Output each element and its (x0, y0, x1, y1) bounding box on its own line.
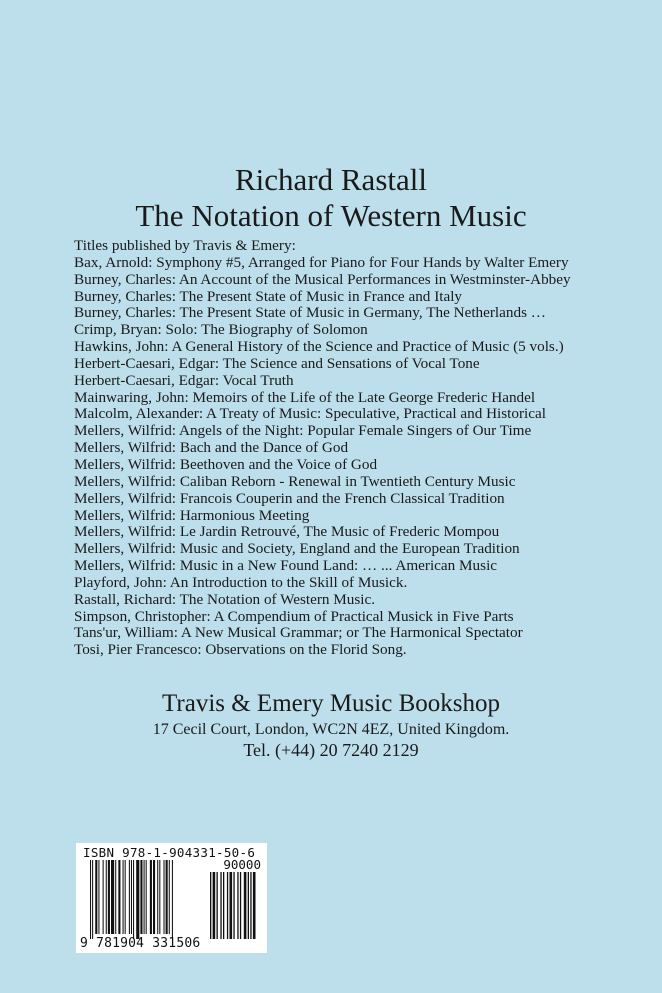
catalogue-item: Rastall, Richard: The Notation of Western Music. (74, 590, 376, 608)
barcode-bar (103, 860, 104, 934)
catalogue-item: Mellers, Wilfrid: Harmonious Meeting (74, 506, 310, 524)
barcode-bar (98, 860, 99, 934)
catalogue-item: Burney, Charles: The Present State of Music in France and Italy (74, 287, 463, 305)
catalogue-item: Mellers, Wilfrid: Angels of the Night: Popular Female Singers of Our Time (74, 422, 532, 440)
barcode-bar (136, 860, 139, 939)
barcode-bar (106, 860, 107, 934)
catalogue-item: Tosi, Pier Francesco: Observations on the Florid Song. (74, 641, 407, 659)
catalogue-item: Simpson, Christopher: A Compendium of Practical Musick in Five Parts (74, 607, 514, 625)
barcode-bar (157, 860, 158, 934)
addon-bar (240, 872, 241, 939)
catalogue-item: Mellers, Wilfrid: Beethoven and the Voice of God (74, 455, 378, 473)
barcode-bar (92, 860, 93, 939)
barcode-bar (150, 860, 152, 934)
addon-bar (253, 872, 256, 939)
catalogue-item: Herbert-Caesari, Edgar: Vocal Truth (74, 371, 294, 389)
barcode-bar (133, 860, 134, 939)
addon-bar (213, 872, 216, 939)
barcode-bar (153, 860, 155, 934)
catalogue-item: Mellers, Wilfrid: Le Jardin Retrouvé, The Music of Frederic Mompou (74, 523, 500, 541)
barcode-bar (129, 860, 130, 934)
catalogue-item: Malcolm, Alexander: A Treaty of Music: Speculative, Practical and Historical (74, 405, 546, 423)
publisher-name: Travis & Emery Music Bookshop (162, 690, 500, 717)
barcode-bar (123, 860, 124, 934)
barcode-bar (164, 860, 165, 934)
barcode-bar (125, 860, 126, 934)
barcode-bar (169, 860, 170, 934)
barcode-bar (166, 860, 168, 934)
barcode-bar (140, 860, 142, 934)
catalogue-item: Mellers, Wilfrid: Music and Society, England and the European Tradition (74, 540, 520, 558)
book-author: Richard Rastall (235, 162, 427, 197)
barcode-bar (90, 860, 91, 939)
catalogue-item: Herbert-Caesari, Edgar: The Science and Sensations of Vocal Tone (74, 354, 480, 372)
addon-bar (237, 872, 238, 939)
catalogue-item: Mellers, Wilfrid: Caliban Reborn - Renewal in Twentieth Century Music (74, 472, 516, 490)
book-title: The Notation of Western Music (135, 198, 527, 233)
barcode-bar (108, 860, 110, 934)
barcode-bar (118, 860, 120, 934)
catalogue-item: Hawkins, John: A General History of the Science and Practice of Music (5 vols.) (74, 338, 564, 356)
catalogue-heading: Titles published by Travis & Emery: (74, 237, 296, 254)
addon-bar (217, 872, 218, 939)
addon-bar (248, 872, 249, 939)
catalogue-item: Tans'ur, William: A New Musical Grammar; or The Harmonical Spectator (74, 624, 523, 642)
catalogue-item: Playford, John: An Introduction to the Skill of Musick. (74, 573, 408, 591)
catalogue-item: Crimp, Bryan: Solo: The Biography of Solomon (74, 321, 368, 339)
barcode-bar (95, 860, 97, 934)
catalogue-item: Burney, Charles: An Account of the Musical Performances in Westminster-Abbey (74, 270, 571, 288)
publisher-address: 17 Cecil Court, London, WC2N 4EZ, United Kingdom. (152, 721, 510, 738)
price-addon: 90000 (223, 857, 261, 872)
catalogue-item: Mellers, Wilfrid: Francois Couperin and the French Classical Tradition (74, 489, 505, 507)
barcode-bar (144, 860, 145, 934)
barcode-bar (111, 860, 114, 934)
addon-bar (220, 872, 221, 939)
barcode-bar (146, 860, 147, 934)
ean-number: 9 781904 331506 (80, 936, 201, 951)
isbn-barcode (76, 843, 267, 953)
addon-bar (227, 872, 228, 939)
barcode-bar (172, 860, 173, 939)
catalogue-item: Burney, Charles: The Present State of Music in Germany, The Netherlands … (74, 304, 546, 322)
barcode-bar (159, 860, 160, 934)
addon-bar (230, 872, 233, 939)
catalogue-item: Bax, Arnold: Symphony #5, Arranged for Piano for Four Hands by Walter Emery (74, 253, 569, 271)
barcode-bar (115, 860, 116, 934)
isbn-label: ISBN 978-1-904331-50-6 (83, 845, 256, 860)
addon-bar (250, 872, 251, 939)
addon-bar (233, 872, 234, 939)
catalogue-list (74, 238, 571, 659)
catalogue-item: Mainwaring, John: Memoirs of the Life of the Late George Frederic Handel (74, 388, 536, 406)
publisher-phone: Tel. (+44) 20 7240 2129 (243, 740, 419, 760)
barcode-bar (131, 860, 132, 934)
catalogue-item: Mellers, Wilfrid: Bach and the Dance of God (74, 439, 349, 457)
addon-bar (244, 872, 247, 939)
addon-bar (210, 872, 211, 939)
addon-bar (223, 872, 224, 939)
catalogue-item: Mellers, Wilfrid: Music in a New Found Land: … ... American Music (74, 557, 498, 575)
